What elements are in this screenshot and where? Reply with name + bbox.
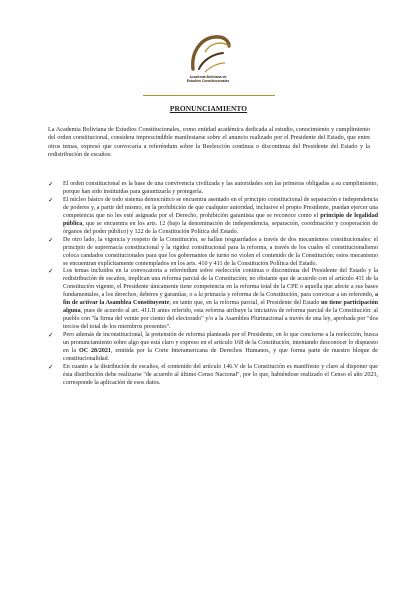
academy-logo (173, 32, 243, 92)
emphasized-text: no tiene participación alguna (63, 300, 378, 315)
statement-text: ; en tanto que, en la reforma parcial, el Presidente del Estado (169, 300, 322, 307)
checkmark-icon: ✓ (48, 235, 54, 244)
intro-paragraph: La Academia Boliviana de Estudios Constitucionales, como entidad académica dedicada al estudio, conocimiento y cumplimiento del orden constitucional, considera imprescindible manifestarse sobre el anuncio realizado por el Presidente del Estado, que entre otros temas, expresó que convocaría a referéndum sobre la Reelección continua o discontinua del Presidente del Estado y la redistribución de escaños: (48, 127, 370, 159)
emphasized-text: OC 28/2021 (78, 348, 111, 355)
statement-item (48, 237, 378, 269)
statement-text: , que se encuentra en los arts. 12 (bajo la denominación de independencia, separación, coordinación y cooperación de órganos del poder público) y 122 de la Constitución Política del Estado. (63, 220, 378, 235)
statement-text: En cuanto a la distribución de escaños, el contenido del artículo 146.V de la Constitución es manifiesto y claro al disponer que ésta distribución debe realizarse "de acuerdo al último Censo Nacional", por lo que, habiéndose realizado el Censo el año 2023, corresponde la aplicación de esos datos. (63, 363, 378, 386)
academy-seal-icon (185, 32, 231, 74)
header-rule (143, 95, 275, 96)
statement-text: Los temas incluidos en la convocatoria a referéndum sobre reelección continua o discontinua del Presidente del Estado y la redistribución de escaños, implican una reforma parcial de la Constitución; no obstante que de acuerdo con el artículo 411 de la Constitución vigente, el Presidente únicamente tiene competencia en la reforma total de la CPE o aquella que afecte a sus bases fundamentales, a los derechos, deberes y garantías, o a la primacía y reforma de la Constitución, para convocar a un referendo, (63, 268, 378, 299)
emphasized-text: a fin de activar la Asamblea Constituyente (63, 292, 378, 307)
logo-line: Estudios Constitucionales (186, 79, 230, 83)
checkmark-icon: ✓ (48, 180, 54, 188)
statement-text: El orden constitucional es la base de una convivencia civilizada y las autoridades son las primeras obligadas a su cumplimiento, porque han sido instituidas para garantizarla y protegerla. (63, 181, 378, 195)
statement-text: Pero además de inconstitucional, la pretensión de reforma planteada por el Presidente, en lo que concierne a la reelección, busca un pronunciamiento sobre algo que está claro y expreso en el artículo 168 de la Constitución, intentando desconocer lo dispuesto en la (63, 332, 378, 355)
academy-logo-text (173, 75, 243, 83)
statement-item (48, 364, 378, 388)
statement-text: El núcleo básico de todo sistema democrático se encuentra asentado en el principio constitucional de separación e independencia de poderes y, a partir del mismo, en la prohibición de que cualquier autoridad, inclusive el propio Presidente, puedan ejercer una competencia que no les esté asignada por el Derecho, prohibición garantista que se reconoce como el (63, 196, 378, 219)
checkmark-icon: ✓ (48, 195, 54, 204)
checkmark-icon: ✓ (48, 362, 54, 371)
checkmark-icon: ✓ (48, 331, 54, 340)
statement-text: , pues de acuerdo al art. 411.II antes referido, esta reforma atribuye la iniciativa de reforma parcial de la Constitución: al pueblo con "la firma del veinte por ciento del electorado" y/o a la Asamblea Plurinacional a través de una ley, aprobada por "dos tercios del total de los miembros presentes". (63, 308, 378, 331)
emphasized-text: principio de legalidad pública (63, 212, 379, 227)
document-title: PRONUNCIAMIENTO (169, 104, 248, 113)
statement-item (48, 268, 378, 332)
statement-text: De otro lado, la vigencia y respeto de la Constitución, se hallan resguardados a través de dos mecanismos constitucionales: el principio de supremacía constitucional y la rigidez constitucional para la reforma, a través de los cuales el constitucionalismo coloca candados constitucionales para que los gobernantes de turno no violen el contenido de la Constitución; estos mecanismo se encuentran explícitamente contemplados en los arts. 410 y 411 de la Constitución Política del Estado. (63, 236, 378, 267)
statement-item (48, 181, 378, 197)
statement-text: , emitida por la Corte Interamericana de Derechos Humanos, y que forma parte de nuestro bloque de constitucionalidad. (63, 348, 378, 362)
logo-line: Academia Boliviana de (189, 75, 227, 79)
statement-item (48, 197, 378, 237)
checkmark-icon: ✓ (48, 267, 54, 276)
statement-list (48, 181, 378, 388)
statement-item (48, 332, 378, 364)
